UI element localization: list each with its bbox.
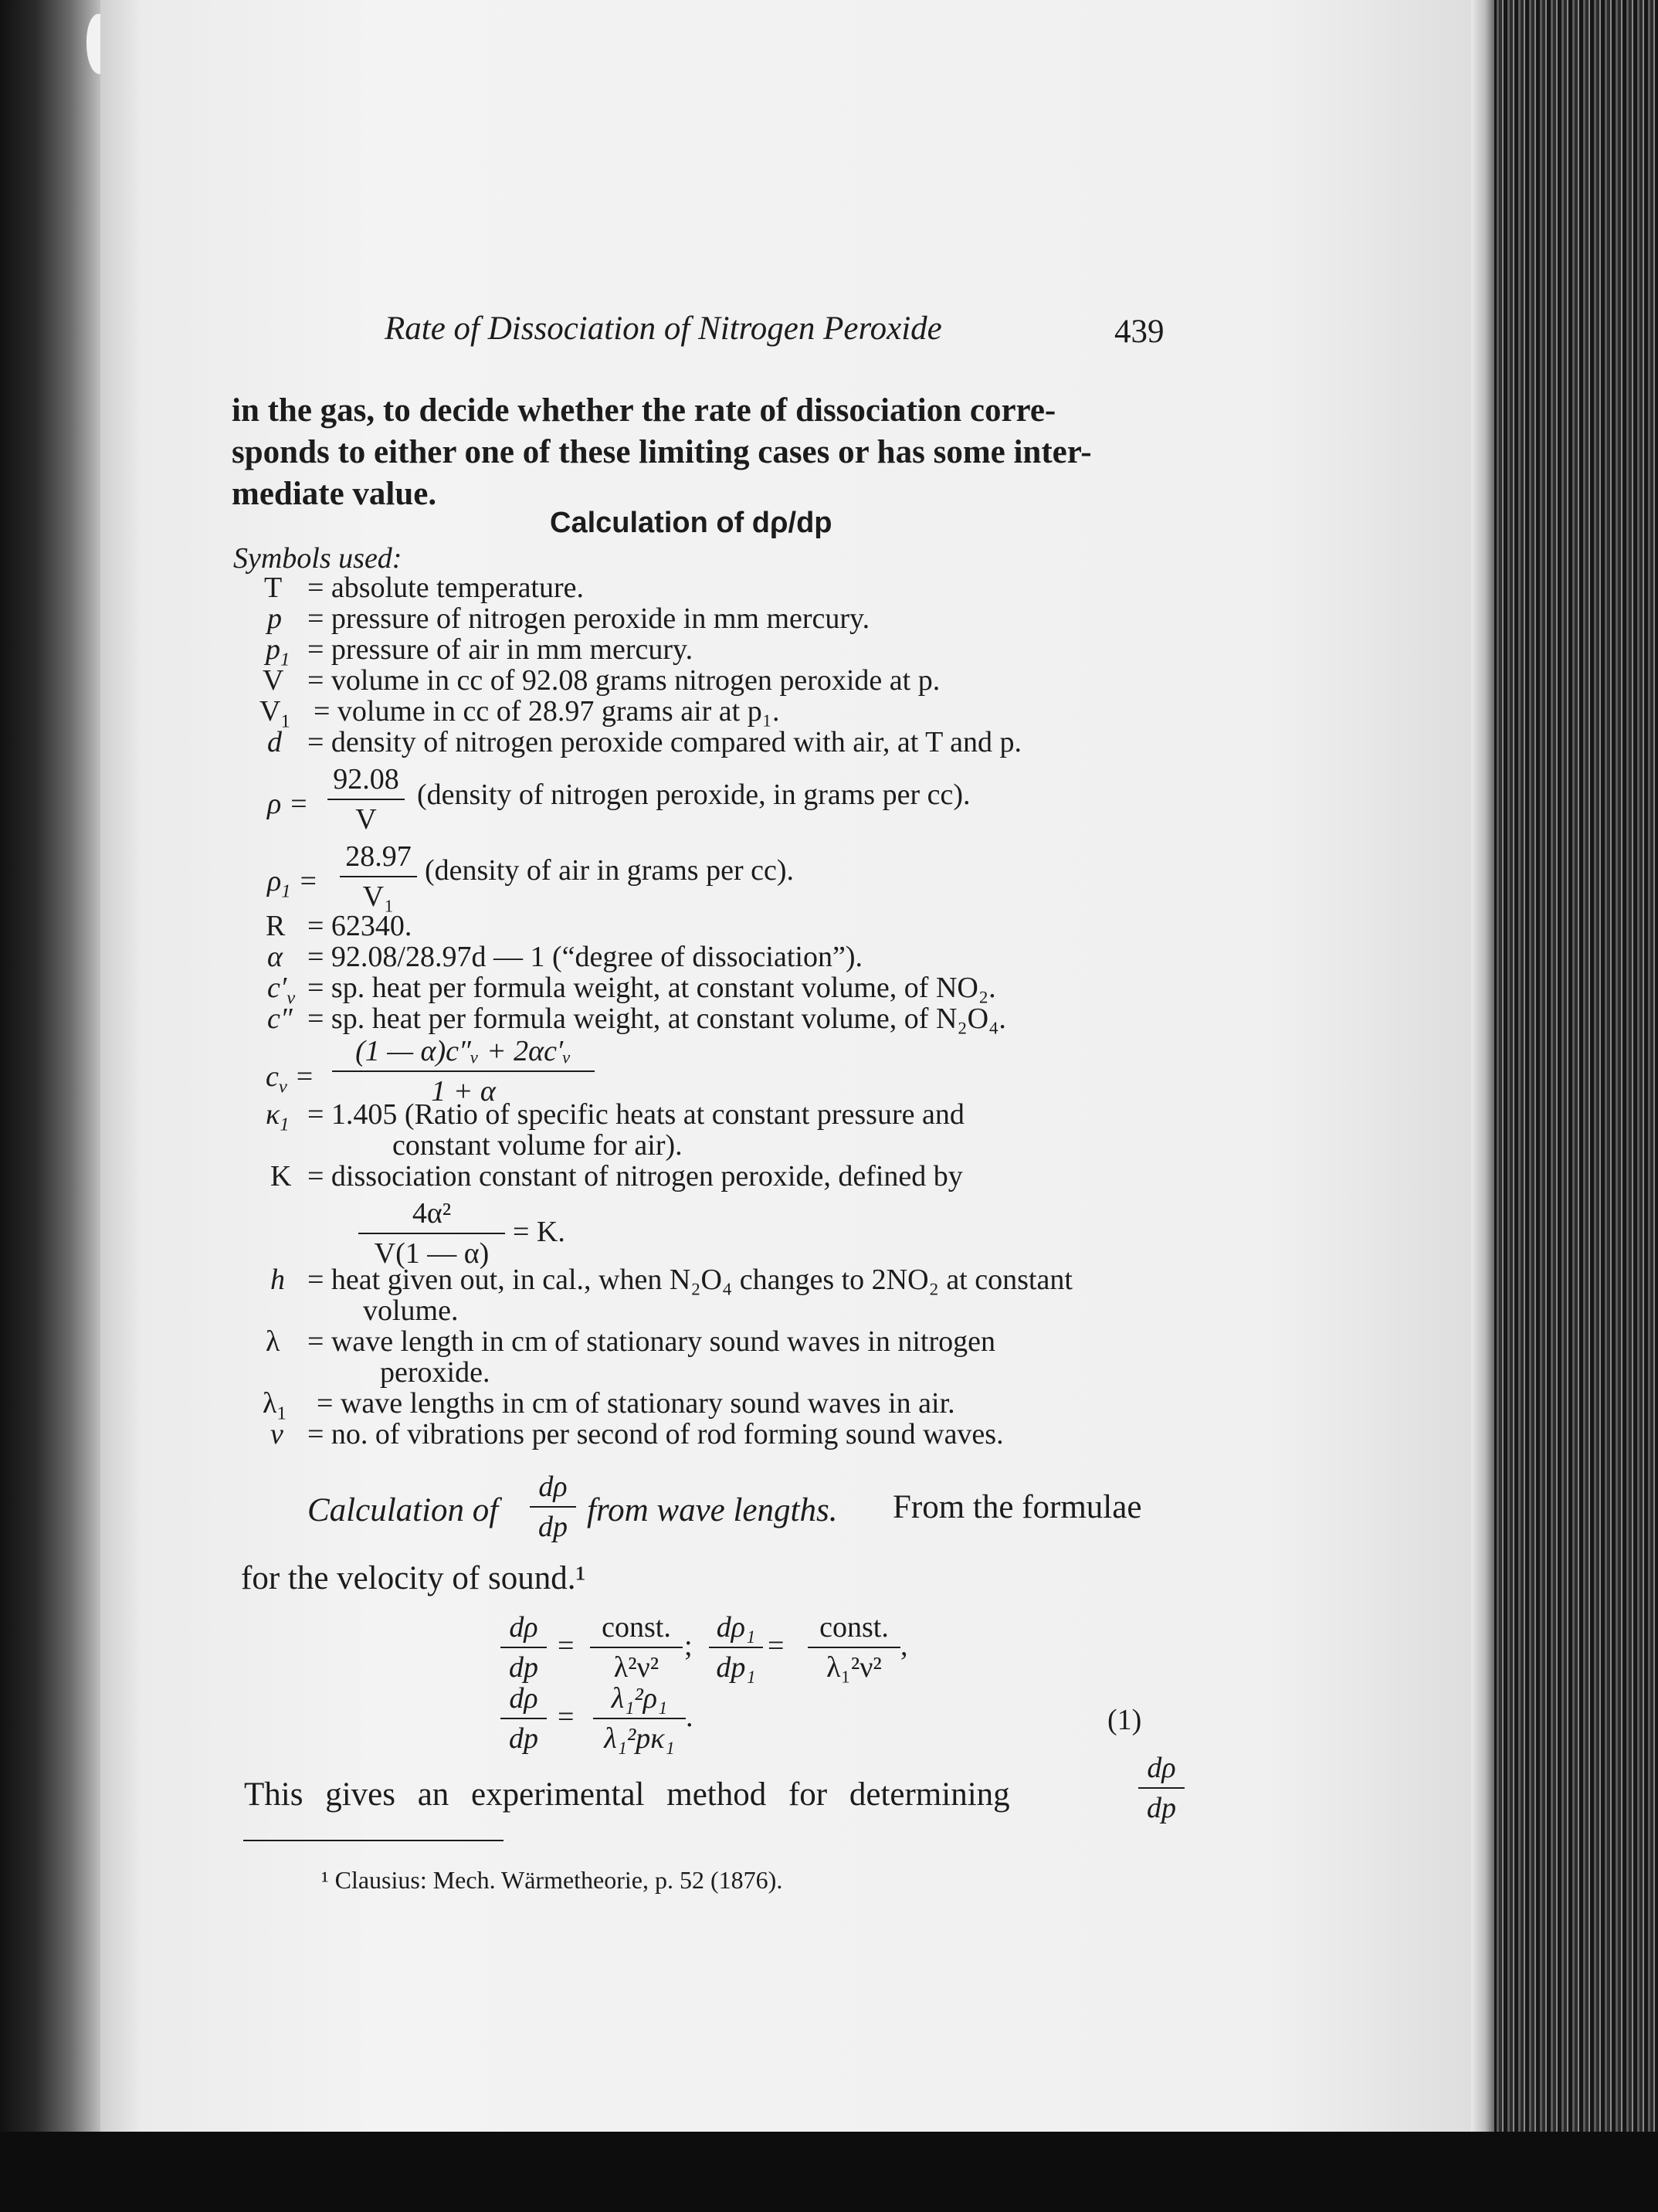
K-equals: = K. xyxy=(513,1216,565,1248)
symbol-lambda1: $\lambda_1$ xyxy=(263,1387,287,1424)
scan-bottom-border xyxy=(0,2132,1658,2212)
symbol-K: K xyxy=(270,1160,292,1193)
symbol-T: T xyxy=(264,572,283,604)
def-lambda-a: = wave length in cm of stationary sound waves in nitrogen xyxy=(307,1325,996,1358)
subsection-rest: From the formulae xyxy=(893,1489,1142,1525)
def-T: = absolute temperature. xyxy=(307,572,585,604)
def-R: = 62340. xyxy=(307,910,412,942)
def-p1: = pressure of air in mm mercury. xyxy=(307,633,693,666)
book-spine xyxy=(0,0,100,2212)
eq3-equals: = xyxy=(558,1701,575,1733)
def-h-b: volume. xyxy=(363,1294,459,1327)
symbol-alpha: α xyxy=(267,941,283,973)
eq1-rhs: const. λ²ν² xyxy=(590,1613,683,1682)
symbol-cv1: $c'_v$ xyxy=(267,972,296,1009)
footnote: ¹ Clausius: Mech. Wärmetheorie, p. 52 (1876). xyxy=(321,1866,783,1894)
cv-fraction: (1 — α)c″ᵥ + 2αc′ᵥ 1 + α xyxy=(332,1036,595,1106)
symbols-heading: Symbols used: xyxy=(233,542,402,575)
intro-line-2: sponds to either one of these limiting cases or has some inter- xyxy=(232,434,1092,470)
def-lambda1: = wave lengths in cm of stationary sound waves in air. xyxy=(317,1387,955,1420)
def-K-a: = dissociation constant of nitrogen peroxide, defined by xyxy=(307,1160,963,1193)
symbol-rho: ρ = xyxy=(267,788,309,820)
eq2-equals: = xyxy=(768,1630,785,1662)
footnote-rule xyxy=(243,1840,504,1841)
intro-line-1: in the gas, to decide whether the rate of dissociation corre- xyxy=(232,392,1056,429)
def-d: = density of nitrogen peroxide compared with air, at T and p. xyxy=(307,726,1022,758)
closing-fraction: dρ dp xyxy=(1138,1753,1185,1823)
subsection-line-2: for the velocity of sound.¹ xyxy=(241,1560,586,1596)
eq3-lhs: dρ dp xyxy=(500,1684,547,1753)
def-cv2: = sp. heat per formula weight, at constant volume, of N₂O₄. xyxy=(307,1003,1006,1035)
def-h-a: = heat given out, in cal., when N₂O₄ changes to 2NO₂ at constant xyxy=(307,1264,1073,1296)
K-fraction: 4α² V(1 — α) xyxy=(358,1199,505,1268)
symbol-h: h xyxy=(270,1264,285,1296)
def-kappa1-b: constant volume for air). xyxy=(392,1129,683,1162)
intro-line-3: mediate value. xyxy=(232,476,437,512)
symbol-rho1: $\rho_1$ = xyxy=(267,865,318,902)
symbol-kappa1: $\kappa_1$ xyxy=(266,1098,290,1135)
eq1-separator: ; xyxy=(684,1630,693,1662)
page-number: 439 xyxy=(1114,314,1165,350)
symbol-R: R xyxy=(266,910,286,942)
eq2-rhs: const. λ₁²ν² xyxy=(808,1613,900,1682)
page-edge-highlight xyxy=(1471,0,1494,2132)
def-alpha: = 92.08/28.97d — 1 (“degree of dissociation”). xyxy=(307,941,863,973)
eq3-rhs: λ₁²ρ₁ λ₁²pκ₁ xyxy=(593,1684,686,1753)
rho-description: (density of nitrogen peroxide, in grams per cc). xyxy=(417,779,971,811)
equation-number: (1) xyxy=(1107,1704,1142,1736)
symbol-d: d xyxy=(267,726,282,758)
def-lambda-b: peroxide. xyxy=(380,1356,490,1389)
symbol-p1: $p_1$ xyxy=(266,633,290,670)
rho-fraction: 92.08 V xyxy=(327,765,405,834)
subsection-lead: Calculation of xyxy=(307,1492,499,1528)
eq1-equals: = xyxy=(558,1630,575,1662)
def-cv1: = sp. heat per formula weight, at constant volume, of NO₂. xyxy=(307,972,996,1004)
symbol-V1: $V_1$ xyxy=(259,695,290,732)
running-title: Rate of Dissociation of Nitrogen Peroxide xyxy=(385,310,942,347)
def-p: = pressure of nitrogen peroxide in mm mercury. xyxy=(307,602,870,635)
symbol-lambda: λ xyxy=(266,1325,280,1358)
def-kappa1-a: = 1.405 (Ratio of specific heats at constant pressure and xyxy=(307,1098,965,1131)
symbol-p: p xyxy=(267,602,282,635)
def-V: = volume in cc of 92.08 grams nitrogen peroxide at p. xyxy=(307,664,941,697)
def-V1: = volume in cc of 28.97 grams air at p₁. xyxy=(314,695,780,728)
symbol-nu: ν xyxy=(270,1418,283,1450)
symbol-cv2: c″ xyxy=(267,1003,293,1035)
rho1-fraction: 28.97 V₁ xyxy=(340,842,417,911)
section-title: Calculation of dρ/dp xyxy=(550,507,832,539)
closing-text: This gives an experimental method for determining xyxy=(244,1776,1010,1813)
eq2-lhs: dρ₁ dp₁ xyxy=(709,1613,763,1682)
eq3-period: . xyxy=(686,1701,693,1733)
symbol-V: V xyxy=(263,664,284,697)
eq1-lhs: dρ dp xyxy=(500,1613,547,1682)
subsection-fraction: dρ dp xyxy=(530,1472,576,1542)
def-nu: = no. of vibrations per second of rod forming sound waves. xyxy=(307,1418,1004,1450)
page-edges xyxy=(1471,0,1658,2132)
eq2-comma: , xyxy=(900,1630,908,1662)
rho1-description: (density of air in grams per cc). xyxy=(425,854,794,887)
subsection-tail: from wave lengths. xyxy=(587,1492,838,1528)
symbol-cv: $c_v$ = xyxy=(266,1060,314,1098)
